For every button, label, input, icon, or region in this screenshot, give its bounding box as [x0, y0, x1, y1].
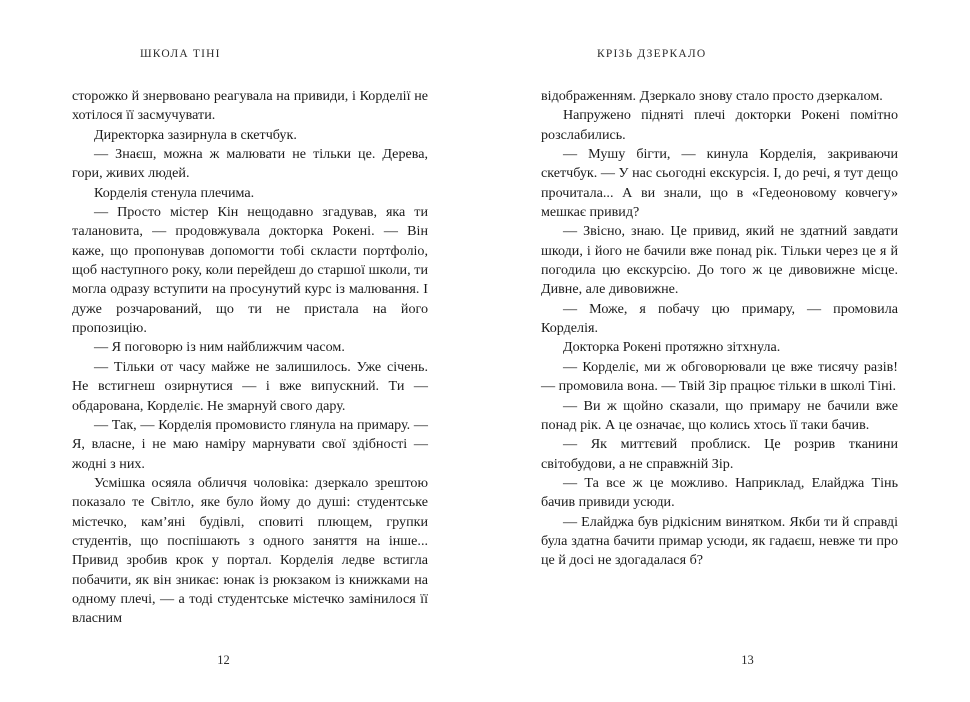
- body-text-left: [72, 87, 428, 629]
- paragraph: — Тільки от часу майже не залишилось. Уже січень. Не встигнеш озирнутися — і вже випускний. Ти — обдарована, Корделіє. Не змарнуй свого дару.: [72, 358, 428, 414]
- running-head-right: КРІЗЬ ДЗЕРКАЛО: [597, 48, 707, 60]
- paragraph: — Ви ж щойно сказали, що примару не бачили вже понад рік. А це означає, що колись хтось її таки бачив.: [541, 397, 898, 433]
- paragraph: — Просто містер Кін нещодавно згадував, яка ти талановита, — продовжувала докторка Рокені. — Він каже, що пропонував допомогти тобі скласти портфоліо, щоб наступного року, коли перейдеш до старшої школи, ти могла одразу вступити на просунутий курс із малювання. І дуже розчарований, що ти не пристала на його пропозицію.: [72, 204, 428, 337]
- paragraph: — Так, — Корделія промовисто глянула на примару. — Я, власне, і не маю наміру марнувати свої здібності — жодні з них.: [72, 416, 428, 472]
- paragraph: — Як миттєвий проблиск. Це розрив тканини світобудови, а не справжній Зір.: [541, 436, 898, 472]
- paragraph: — Мушу бігти, — кинула Корделія, закриваючи скетчбук. — У нас сьогодні екскурсія. І, до речі, я тут дещо прочитала... А ви знали, що в «Гедеоновому ковчегу» мешкає привид?: [541, 146, 898, 221]
- body-text-right: [541, 87, 898, 571]
- page-number-left: 12: [217, 653, 230, 667]
- page-number-right: 13: [741, 653, 754, 667]
- paragraph: — Знаєш, можна ж малювати не тільки це. Дерева, гори, живих людей.: [72, 146, 428, 182]
- page-right: [485, 0, 970, 702]
- paragraph: Корделія стенула плечима.: [94, 184, 255, 201]
- running-head-left: ШКОЛА ТІНІ: [140, 48, 221, 60]
- paragraph: — Може, я побачу цю примару, — промовила Корделія.: [541, 300, 898, 337]
- paragraph: — Та все ж це можливо. Наприклад, Елайджа Тінь бачив привиди усюди.: [541, 474, 898, 511]
- paragraph: Директорка зазирнула в скетчбук.: [94, 126, 297, 143]
- paragraph: Докторка Рокені протяжно зітхнула.: [563, 339, 781, 356]
- paragraph: сторожко й знервовано реагувала на привиди, і Корделії не хотілося її засмучувати.: [72, 88, 428, 124]
- paragraph: Напружено підняті плечі докторки Рокені помітно розслабились.: [541, 107, 898, 143]
- paragraph: відображенням. Дзеркало знову стало просто дзеркалом.: [541, 88, 883, 104]
- paragraph: — Корделіє, ми ж обговорювали це вже тисячу разів! — промовила вона. — Твій Зір працює тільки в школі Тіні.: [541, 358, 898, 395]
- paragraph: Усмішка осяяла обличчя чоловіка: дзеркало зрештою показало те Світло, яке було йому до душі: студентське містечко, кам’яні будівлі, сповиті плющем, групки студентів, що поспішають з одного заняття на інше... Привид зробив крок у портал. Корделія ледве встигла побачити, як він зникає: юнак із рюкзаком із книжками на одному плечі, — а тоді студентське містечко замінилося її власним: [72, 474, 428, 627]
- paragraph: — Звісно, знаю. Це привид, який не здатний завдати шкоди, і його не бачили вже понад рік. Тільки через це я й погодила цю екскурсію. До того ж це дивовижне місце. Дивне, але дивовижне.: [541, 223, 898, 298]
- paragraph: — Я поговорю із ним найближчим часом.: [94, 339, 345, 356]
- paragraph: — Елайджа був рідкісним винятком. Якби ти й справді була здатна бачити примар усюди, як гадаєш, невже ти про це й досі не здогадалася б?: [541, 513, 898, 569]
